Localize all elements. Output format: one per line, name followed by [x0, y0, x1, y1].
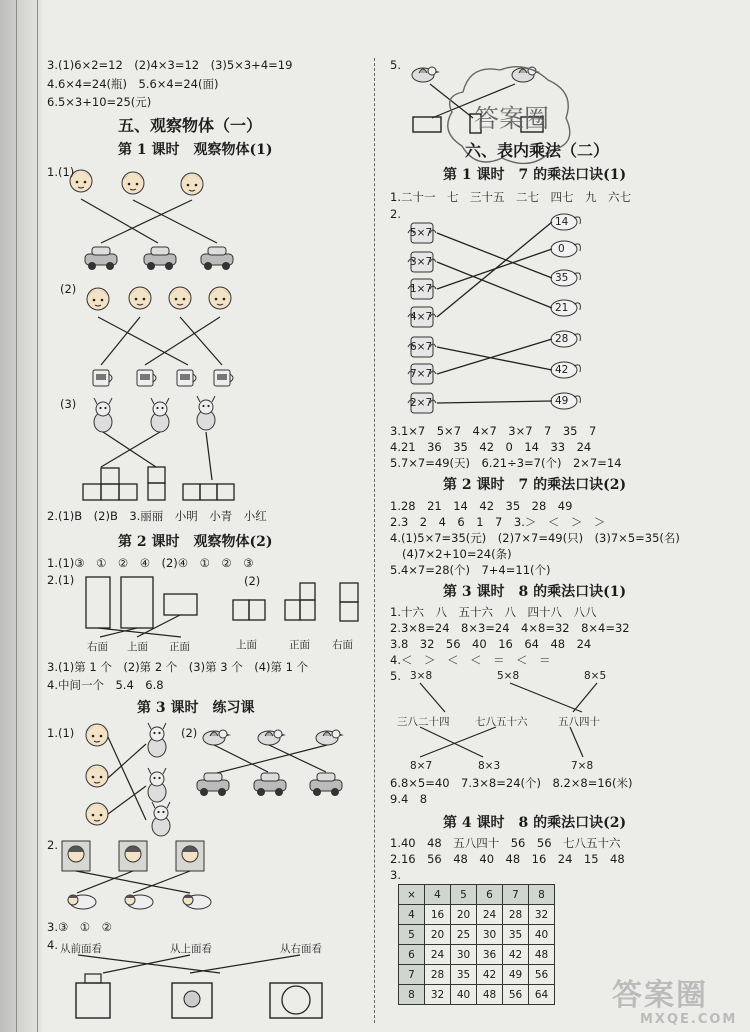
view-label: 正面	[169, 641, 190, 653]
view-label: 右面	[332, 639, 353, 651]
question-label: (2)	[181, 726, 198, 740]
table-cell: 24	[425, 945, 451, 965]
card-label: 5×7	[410, 227, 433, 239]
table-cell: ×	[399, 885, 425, 905]
watermark-logo: 答案圈	[612, 978, 708, 1013]
answer-line: 4.6×4=24(瓶) 5.6×4=24(面)	[47, 77, 219, 91]
stamp-text: 答案圈	[474, 104, 550, 133]
card-label: 3×7	[410, 256, 433, 268]
expression-label: 8×3	[478, 760, 501, 772]
question-label: 5.	[390, 58, 401, 72]
table-row	[399, 905, 555, 925]
expression-label: 5×8	[497, 670, 520, 682]
table-cell: 42	[477, 965, 503, 985]
table-cell: 4	[399, 905, 425, 925]
question-label: (2)	[60, 282, 77, 296]
card-label: 2×7	[410, 397, 433, 409]
lesson-title: 第 2 课时 观察物体(2)	[118, 534, 273, 550]
number-label: 14	[555, 216, 569, 228]
number-label: 0	[558, 243, 565, 255]
view-label: 从上面看	[170, 943, 212, 955]
answer-line: 3.③ ① ②	[47, 920, 112, 934]
number-label: 42	[555, 364, 569, 376]
table-cell: 28	[503, 905, 529, 925]
table-cell: 32	[425, 985, 451, 1005]
answer-line: 2.3 2 4 6 1 7 3.＞ ＜ ＞ ＞	[390, 515, 606, 529]
table-cell: 64	[529, 985, 555, 1005]
expression-label: 8×7	[410, 760, 433, 772]
number-label: 28	[555, 333, 569, 345]
answer-line: 3.8 32 56 40 16 64 48 24	[390, 637, 592, 651]
table-cell: 32	[529, 905, 555, 925]
view-label: 从前面看	[60, 943, 102, 955]
card-label: 6×7	[410, 341, 433, 353]
answer-line: 9.4 8	[390, 792, 428, 806]
answer-line: 5.7×7=49(天) 6.21÷3=7(个) 2×7=14	[390, 456, 622, 470]
answer-line: 1.(1)③ ① ② ④ (2)④ ① ② ③	[47, 556, 254, 570]
expression-label: 8×5	[584, 670, 607, 682]
table-cell: 8	[529, 885, 555, 905]
table-cell: 7	[399, 965, 425, 985]
view-label: 上面	[236, 639, 257, 651]
table-cell: 6	[399, 945, 425, 965]
table-row	[399, 985, 555, 1005]
lesson-title: 第 4 课时 8 的乘法口诀(2)	[443, 815, 627, 831]
table-cell: 30	[451, 945, 477, 965]
card-label: 4×7	[410, 311, 433, 323]
answer-line: (4)7×2+10=24(条)	[402, 547, 512, 561]
answer-line: 4.21 36 35 42 0 14 33 24	[390, 440, 592, 454]
lesson-title: 第 3 课时 练习课	[137, 700, 255, 716]
table-cell: 35	[503, 925, 529, 945]
table-cell: 16	[425, 905, 451, 925]
answer-line: 1.二十一 七 三十五 二七 四七 九 六七	[390, 190, 631, 204]
answer-line: 1.40 48 五八四十 56 56 七八五十六	[390, 836, 621, 850]
lesson-title: 第 1 课时 观察物体(1)	[118, 142, 273, 158]
table-cell: 30	[477, 925, 503, 945]
answer-line: 2.(1)B (2)B 3.丽丽 小明 小青 小红	[47, 509, 267, 523]
answer-line: 2.3×8=24 8×3=24 4×8=32 8×4=32	[390, 621, 630, 635]
table-cell: 20	[425, 925, 451, 945]
table-cell: 48	[477, 985, 503, 1005]
unit-title: 五、观察物体（一）	[118, 116, 263, 135]
view-label: 正面	[289, 639, 310, 651]
view-label: 右面	[87, 641, 108, 653]
lesson-title: 第 1 课时 7 的乘法口诀(1)	[443, 167, 627, 183]
answer-line: 3.(1)第 1 个 (2)第 2 个 (3)第 3 个 (4)第 1 个	[47, 660, 309, 674]
answer-line: 3.(1)6×2=12 (2)4×3=12 (3)5×3+4=19	[47, 58, 293, 72]
watermark-url: MXQE.COM	[640, 1012, 738, 1027]
question-label: 5.	[390, 669, 401, 683]
rhyme-label: 三八二十四	[397, 716, 450, 728]
question-label: (2)	[244, 574, 261, 588]
question-label: 1.(1)	[47, 726, 75, 740]
table-cell: 6	[477, 885, 503, 905]
answer-line: 1.十六 八 五十六 八 四十八 八八	[390, 605, 597, 619]
table-cell: 4	[425, 885, 451, 905]
rhyme-label: 五八四十	[558, 716, 600, 728]
table-cell: 8	[399, 985, 425, 1005]
table-cell: 36	[477, 945, 503, 965]
answer-line: 4.＜ ＞ ＜ ＜ ＝ ＜ ＝	[390, 653, 551, 667]
table-cell: 24	[477, 905, 503, 925]
question-label: 3.	[390, 868, 401, 882]
expression-label: 7×8	[571, 760, 594, 772]
table-cell: 28	[425, 965, 451, 985]
unit-title: 六、表内乘法（二）	[465, 141, 610, 160]
rhyme-label: 七八五十六	[475, 716, 528, 728]
answer-line: 3.1×7 5×7 4×7 3×7 7 35 7	[390, 424, 597, 438]
number-label: 35	[555, 272, 569, 284]
table-cell: 42	[503, 945, 529, 965]
answer-line: 6.8×5=40 7.3×8=24(个) 8.2×8=16(米)	[390, 776, 633, 790]
table-cell: 35	[451, 965, 477, 985]
table-cell: 56	[503, 985, 529, 1005]
number-label: 49	[555, 395, 569, 407]
table-cell: 5	[399, 925, 425, 945]
question-label: 2.	[47, 838, 58, 852]
question-label: 1.(1)	[47, 165, 75, 179]
lesson-title: 第 3 课时 8 的乘法口诀(1)	[443, 584, 627, 600]
table-row	[399, 965, 555, 985]
question-label: 4.	[47, 938, 58, 952]
card-label: 1×7	[410, 283, 433, 295]
table-row	[399, 945, 555, 965]
question-label: (3)	[60, 397, 77, 411]
expression-label: 3×8	[410, 670, 433, 682]
answer-line: 4.中间一个 5.4 6.8	[47, 678, 164, 692]
table-cell: 5	[451, 885, 477, 905]
table-cell: 40	[529, 925, 555, 945]
table-cell: 20	[451, 905, 477, 925]
multiplication-table	[398, 884, 555, 1005]
view-label: 从右面看	[280, 943, 322, 955]
card-label: 7×7	[410, 368, 433, 380]
table-cell: 48	[529, 945, 555, 965]
table-cell: 7	[503, 885, 529, 905]
table-row	[399, 885, 555, 905]
number-label: 21	[555, 302, 569, 314]
question-label: 2.(1)	[47, 573, 75, 587]
table-cell: 25	[451, 925, 477, 945]
table-row	[399, 925, 555, 945]
lesson-title: 第 2 课时 7 的乘法口诀(2)	[443, 477, 627, 493]
table-cell: 56	[529, 965, 555, 985]
view-label: 上面	[127, 641, 148, 653]
table-cell: 40	[451, 985, 477, 1005]
answer-line: 2.16 56 48 40 48 16 24 15 48	[390, 852, 625, 866]
answer-line: 1.28 21 14 42 35 28 49	[390, 499, 573, 513]
answer-line: 5.4×7=28(个) 7+4=11(个)	[390, 563, 551, 577]
question-label: 2.	[390, 207, 401, 221]
answer-line: 4.(1)5×7=35(元) (2)7×7=49(只) (3)7×5=35(名)	[390, 531, 680, 545]
table-cell: 49	[503, 965, 529, 985]
answer-line: 6.5×3+10=25(元)	[47, 95, 152, 109]
